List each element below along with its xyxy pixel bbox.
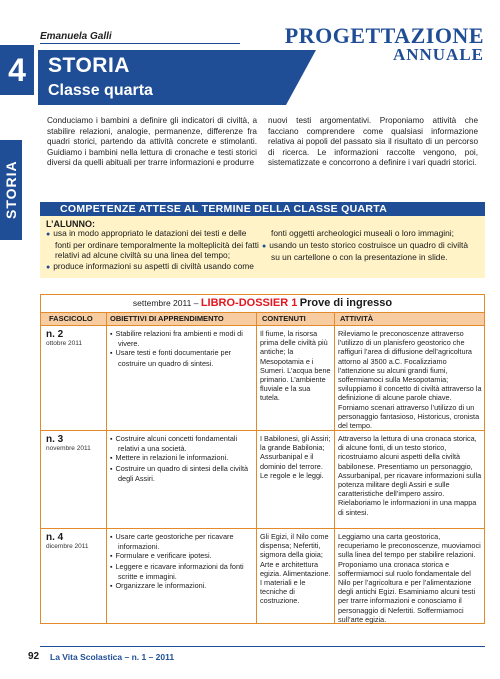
fascicolo-cell: [46, 532, 104, 550]
competenze-list-right: [262, 228, 477, 263]
class-subtitle: Classe quarta: [48, 82, 153, 99]
objectives-cell: [110, 434, 252, 483]
column-header-obiettivi: OBIETTIVI DI APPRENDIMENTO: [110, 314, 224, 323]
magazine-credit: La Vita Scolastica – n. 1 – 2011: [50, 652, 175, 662]
fascicolo-number: n. 3: [46, 434, 64, 445]
objective-item: ▪ Mettere in relazioni le informazioni.: [110, 453, 252, 463]
section-heading-line1: PROGETTAZIONE: [284, 23, 484, 48]
table-divider: [256, 313, 257, 623]
author-underline: [40, 43, 240, 44]
fascicolo-date: ottobre 2011: [46, 340, 83, 347]
competenza-item: ● usando un testo storico costruisce un quadro di civiltà su un cartellone o con la presentazione in slide.: [262, 240, 477, 262]
intro-text-right: nuovi testi argomentativi. Proponiamo attività che facciano comprendere come qualsiasi informazione relativa ai popoli del passato sia il risultato di un percorso di ricerca. Le informazioni raccolte vengono, poi, sistematizzate e concorrono a definire i vari quadri storici.: [268, 116, 478, 168]
table-divider: [334, 313, 335, 623]
table-heading-title: Prove di ingresso: [299, 297, 393, 309]
activities-cell: Rileviamo le preconoscenze attraverso l’utilizzo di un planisfero geostorico che raffiguri l’area di diffusione dell’agricoltura attorno al 3500 a.C. Focalizziamo l’attenzione su alcuni grandi fiumi, soffermiamoci sulla Mesopotamia; sviluppiamo il concetto di civiltà attraverso la definizione di alcune parole chiave. Forniamo scenari attraverso l’utilizzo di un personaggio fantasioso, Historicus, cronista del tempo.: [338, 329, 482, 431]
section-heading-line2: ANNUALE: [392, 45, 484, 64]
table-heading-dossier: LIBRO-DOSSIER 1: [200, 297, 298, 309]
table-heading: [41, 295, 484, 311]
contents-cell: Gli Egizi, il Nilo come dispensa; Nefertiti, sigmora della gioia; Arte e architettura egizia. Alimentazione. I materiali e le tecniche di costruzione.: [260, 532, 331, 606]
objective-item: ▪ Organizzare le informazioni.: [110, 581, 252, 591]
page-number: 92: [28, 651, 40, 662]
fascicolo-cell: [46, 434, 104, 452]
objective-item: ▪ Costruire un quadro di sintesi della civiltà degli Assiri.: [110, 464, 252, 483]
contents-cell: I Babilonesi, gli Assiri; la grande Babilonia; Assurbanipal e il dominio del terrore. Le regole e le leggi.: [260, 434, 331, 480]
fascicolo-date: dicembre 2011: [46, 543, 89, 550]
unit-number: 4: [8, 52, 26, 88]
author-name: Emanuela Galli: [40, 31, 112, 42]
activities-cell: Attraverso la lettura di una cronaca storica, di alcune fonti, di un testo storico, ricostruiamo alcuni aspetti della civiltà babilonese. Presentiamo un personaggio, Assurbanipal, per ricavare informazioni sulla potenza militare degli Assiri e sulle caratteristiche dell’impero assiro. Rielaboriamo le informazioni in una mappa di sintesi.: [338, 434, 482, 517]
table-divider: [41, 312, 484, 313]
subject-title: STORIA: [48, 54, 130, 77]
objective-item: ▪ Costruire alcuni concetti fondamentali relativi a una società.: [110, 434, 252, 453]
competenza-item: ● produce informazioni su aspetti di civiltà usando come: [46, 261, 261, 273]
objective-item: ▪ Usare testi e fonti documentarie per costruire un quadro di sintesi.: [110, 348, 252, 367]
competenze-list-left: [46, 228, 261, 273]
fascicolo-cell: [46, 329, 104, 347]
competenza-item: ● usa in modo appropriato le datazioni dei testi e delle fonti per ordinare temporalmente la molteplicità dei fatti relativi ad alcune civiltà su una linea del tempo;: [46, 228, 261, 261]
column-header-contenuti: CONTENUTI: [262, 314, 306, 323]
side-tab-label: STORIA: [3, 160, 19, 220]
fascicolo-date: novembre 2011: [46, 445, 91, 452]
objective-item: ▪ Formulare e verificare ipotesi.: [110, 551, 252, 561]
competenze-title: COMPETENZE ATTESE AL TERMINE DELLA CLASSE QUARTA: [60, 203, 388, 215]
column-header-fascicolo: FASCICOLO: [49, 314, 93, 323]
objectives-cell: [110, 329, 252, 368]
intro-text-left: Conduciamo i bambini a definire gli indicatori di civiltà, a stabilire relazioni, analogie, permanenze, differenze fra quadri storici, partendo da attività concrete e stimolanti. Guidiamo i bambini nella lettura di cronache e testi storici diversi da quelli abituali per trarre informazioni e produrre: [47, 116, 257, 168]
contents-cell: Il fiume, la risorsa prima delle civiltà più antiche; la Mesopotamia e i Sumeri. L’acqua bene primario. L’ambiente fluviale e la sua tutela.: [260, 329, 331, 403]
competenze-subject-label: L’ALUNNO:: [46, 219, 95, 229]
objectives-cell: [110, 532, 252, 591]
objective-item: ▪ Leggere e ricavare informazioni da fonti scritte e immagini.: [110, 562, 252, 581]
competenza-item-continued: fonti oggetti archeologici museali o loro immagini;: [271, 228, 454, 238]
objective-item: ▪ Usare carte geostoriche per ricavare informazioni.: [110, 532, 252, 551]
footer-rule: [40, 646, 485, 647]
table-divider: [106, 313, 107, 623]
column-header-attivita: ATTIVITÀ: [340, 314, 374, 323]
activities-cell: Leggiamo una carta geostorica, recuperiamo le preconoscenze, muoviamoci sulla linea del tempo per stabilire relazioni. Proponiamo una cronaca storica e soffermiamoci sul ruolo fondamentale del Nilo per l’agricoltura e per l’alimentazione degli antichi Egizi. Esaminiamo alcuni testi per trarre informazioni e conosciamo il personaggio di Nefertiti. Soffermiamoci sull’arte egizia.: [338, 532, 481, 624]
table-heading-date: settembre 2011 –: [132, 298, 199, 308]
table-divider: [41, 528, 484, 529]
table-divider: [41, 325, 484, 326]
objective-item: ▪ Stabilire relazioni fra ambienti e modi di vivere.: [110, 329, 252, 348]
fascicolo-number: n. 2: [46, 329, 64, 340]
fascicolo-number: n. 4: [46, 532, 64, 543]
